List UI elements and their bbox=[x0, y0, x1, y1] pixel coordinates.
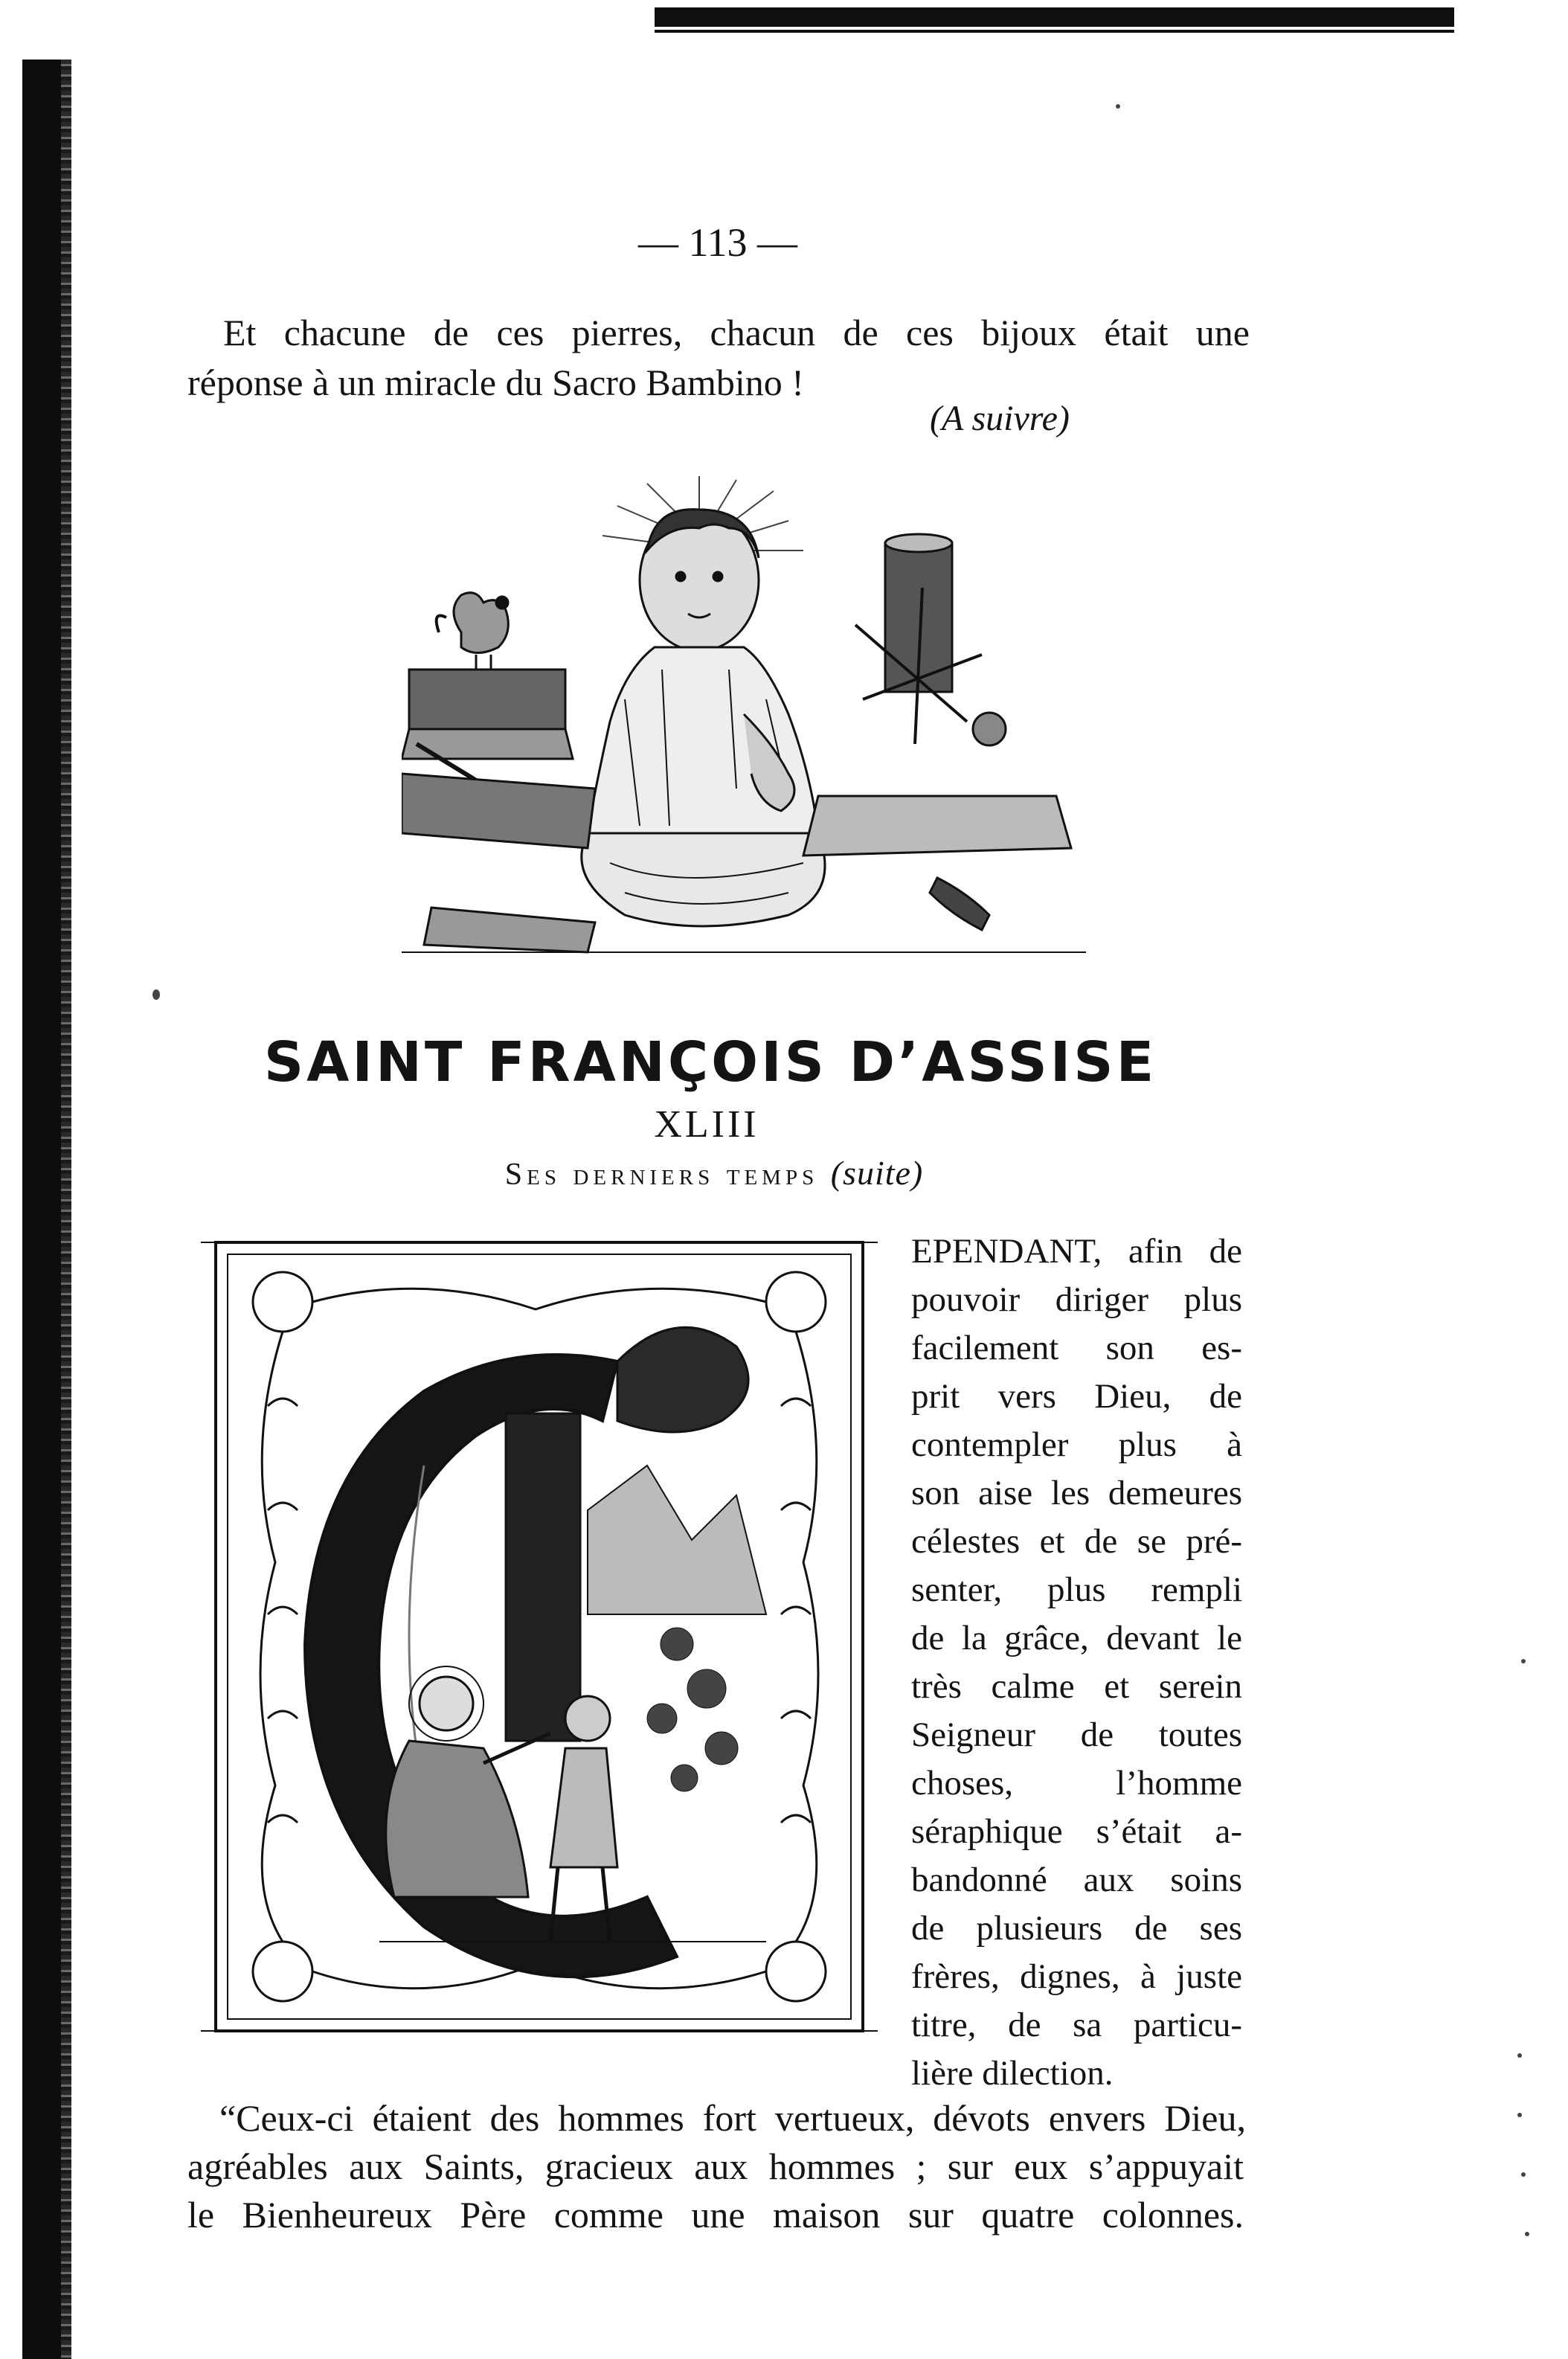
scan-speck bbox=[1116, 104, 1120, 109]
scan-speck bbox=[1517, 2053, 1522, 2058]
column-line: prit vers Dieu, de bbox=[911, 1377, 1242, 1416]
scan-top-rule bbox=[655, 7, 1454, 27]
subtitle-suffix: (suite) bbox=[830, 1154, 924, 1192]
scan-binding-texture bbox=[61, 60, 71, 2359]
scan-speck bbox=[1521, 1659, 1526, 1663]
column-line: facilement son es- bbox=[911, 1329, 1242, 1367]
column-line: pouvoir diriger plus bbox=[911, 1280, 1242, 1319]
scan-top-rule-thin bbox=[655, 30, 1454, 33]
scan-speck bbox=[1525, 2232, 1529, 2236]
illuminated-initial-c-icon bbox=[201, 1227, 878, 2046]
subtitle-main: Ses derniers temps bbox=[504, 1158, 819, 1192]
column-line: de la grâce, devant le bbox=[911, 1619, 1242, 1657]
column-line: contempler plus à bbox=[911, 1425, 1242, 1464]
column-line: lière dilection. bbox=[911, 2054, 1114, 2093]
article-subtitle bbox=[417, 1153, 1012, 1193]
chapter-number: XLIII bbox=[654, 1103, 759, 1146]
closing-line-2: agréables aux Saints, gracieux aux hommes ; sur eux s’appuyait bbox=[187, 2145, 1244, 2187]
article-title: SAINT FRANÇOIS D’ASSISE bbox=[263, 1030, 1157, 1094]
infant-jesus-engraving-icon bbox=[402, 476, 1086, 982]
column-line: son aise les demeures bbox=[911, 1474, 1242, 1512]
column-line: frères, dignes, à juste bbox=[911, 1957, 1242, 1996]
scan-speck bbox=[1521, 2172, 1526, 2177]
column-line: senter, plus rempli bbox=[911, 1570, 1242, 1609]
column-line: bandonné aux soins bbox=[911, 1861, 1242, 1899]
intro-line-1: Et chacune de ces pierres, chacun de ces bijoux était une bbox=[223, 312, 1250, 353]
to-be-continued: (A suivre) bbox=[930, 399, 1070, 438]
intro-line-2: réponse à un miracle du Sacro Bambino ! bbox=[187, 362, 804, 403]
column-line: EPENDANT, afin de bbox=[911, 1232, 1242, 1271]
column-line: séraphique s’était a- bbox=[911, 1812, 1242, 1851]
page-number: — 113 — bbox=[638, 220, 797, 265]
column-line: très calme et serein bbox=[911, 1667, 1242, 1706]
column-line: Seigneur de toutes bbox=[911, 1716, 1242, 1754]
column-line: de plusieurs de ses bbox=[911, 1909, 1242, 1948]
column-line: célestes et de se pré- bbox=[911, 1522, 1242, 1561]
scan-speck bbox=[152, 989, 160, 1000]
column-line: titre, de sa particu- bbox=[911, 2006, 1242, 2044]
scan-binding-edge bbox=[22, 60, 61, 2359]
scan-speck bbox=[1517, 2113, 1522, 2117]
column-line: choses, l’homme bbox=[911, 1764, 1242, 1803]
closing-line-1: “Ceux-ci étaient des hommes fort vertueux, dévots envers Dieu, bbox=[219, 2097, 1246, 2139]
closing-line-3: le Bienheureux Père comme une maison sur quatre colonnes. bbox=[187, 2194, 1244, 2236]
